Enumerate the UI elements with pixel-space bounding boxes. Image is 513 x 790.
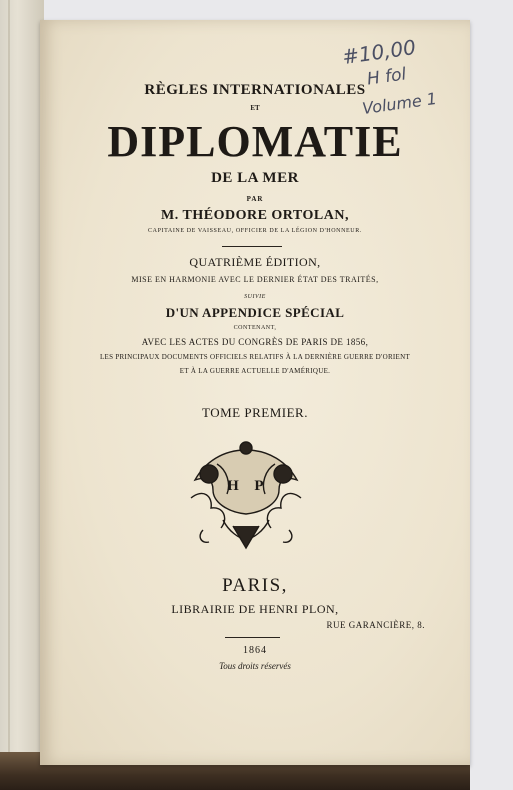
containing-label: CONTENANT, xyxy=(233,325,277,331)
publisher-address: RUE GARANCIÈRE, 8. xyxy=(326,620,425,630)
by-label: PAR xyxy=(246,195,264,203)
handwritten-note: H fol xyxy=(365,64,408,90)
author-name: M. THÉODORE ORTOLAN, xyxy=(161,208,349,223)
title-line-mer: DE LA MER xyxy=(211,170,299,186)
handwritten-price: #10,00 xyxy=(340,34,418,70)
divider-rule-bottom xyxy=(225,637,280,638)
volume-label: TOME PREMIER. xyxy=(202,405,308,420)
followed-label: SUIVIE xyxy=(244,294,266,300)
monogram-letter-left: H xyxy=(227,478,239,494)
publication-city: PARIS, xyxy=(222,575,288,596)
book-page-edges xyxy=(0,0,44,790)
title-page xyxy=(40,20,470,765)
author-title: CAPITAINE DE VAISSEAU, OFFICIER DE LA LÉGION D'HONNEUR. xyxy=(148,228,362,234)
appendix-line-guerre: ET À LA GUERRE ACTUELLE D'AMÉRIQUE. xyxy=(179,367,331,375)
title-conjunction: ET xyxy=(250,104,260,112)
publisher-vignette-icon xyxy=(183,440,309,555)
monogram-letter-right: P xyxy=(254,478,264,494)
divider-rule xyxy=(222,246,282,247)
edition-note: MISE EN HARMONIE AVEC LE DERNIER ÉTAT DES TRAITÉS, xyxy=(131,275,379,284)
main-title: DIPLOMATIE xyxy=(107,117,403,166)
publisher-name: LIBRAIRIE DE HENRI PLON, xyxy=(171,602,339,616)
publication-year: 1864 xyxy=(243,645,267,656)
edition: QUATRIÈME ÉDITION, xyxy=(189,255,321,269)
appendix-line-actes: AVEC LES ACTES DU CONGRÈS DE PARIS DE 1856, xyxy=(141,337,369,347)
handwritten-volume: Volume 1 xyxy=(361,88,439,119)
appendix-title: D'UN APPENDICE SPÉCIAL xyxy=(165,305,345,320)
rights-notice: Tous droits réservés xyxy=(219,661,291,671)
title-line-regles: RÈGLES INTERNATIONALES xyxy=(144,82,366,98)
appendix-line-documents: LES PRINCIPAUX DOCUMENTS OFFICIELS RELATIFS À LA DERNIÈRE GUERRE D'ORIENT xyxy=(99,353,411,361)
